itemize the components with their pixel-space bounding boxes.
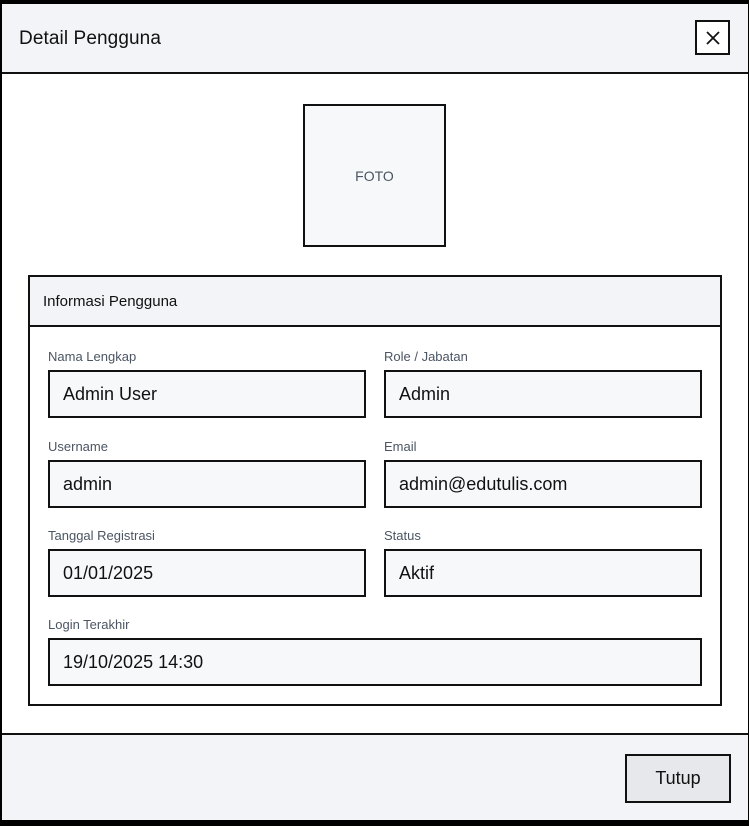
registration-date-field[interactable]: 01/01/2025 bbox=[48, 549, 366, 597]
info-panel-header bbox=[30, 277, 720, 327]
info-panel-title: Informasi Pengguna bbox=[43, 293, 178, 310]
full-name-field[interactable]: Admin User bbox=[48, 370, 366, 418]
user-photo-placeholder bbox=[303, 104, 446, 247]
modal-footer bbox=[2, 733, 748, 820]
status-field[interactable]: Aktif bbox=[384, 549, 702, 597]
role-field[interactable]: Admin bbox=[384, 370, 702, 418]
email-label: Email bbox=[384, 439, 417, 454]
close-button[interactable] bbox=[695, 20, 730, 55]
username-label: Username bbox=[48, 439, 108, 454]
last-login-field[interactable]: 19/10/2025 14:30 bbox=[48, 638, 702, 686]
email-field[interactable]: admin@edutulis.com bbox=[384, 460, 702, 508]
username-field[interactable]: admin bbox=[48, 460, 366, 508]
status-label: Status bbox=[384, 528, 421, 543]
user-detail-modal bbox=[2, 4, 748, 820]
close-footer-button[interactable]: Tutup bbox=[625, 754, 731, 803]
modal-title: Detail Pengguna bbox=[19, 28, 161, 49]
registration-date-label: Tanggal Registrasi bbox=[48, 528, 155, 543]
user-info-panel bbox=[28, 275, 722, 706]
close-icon bbox=[705, 30, 721, 46]
full-name-label: Nama Lengkap bbox=[48, 349, 137, 364]
photo-placeholder-text: FOTO bbox=[355, 167, 394, 184]
role-label: Role / Jabatan bbox=[384, 349, 468, 364]
last-login-label: Login Terakhir bbox=[48, 617, 130, 632]
modal-header bbox=[2, 4, 748, 74]
